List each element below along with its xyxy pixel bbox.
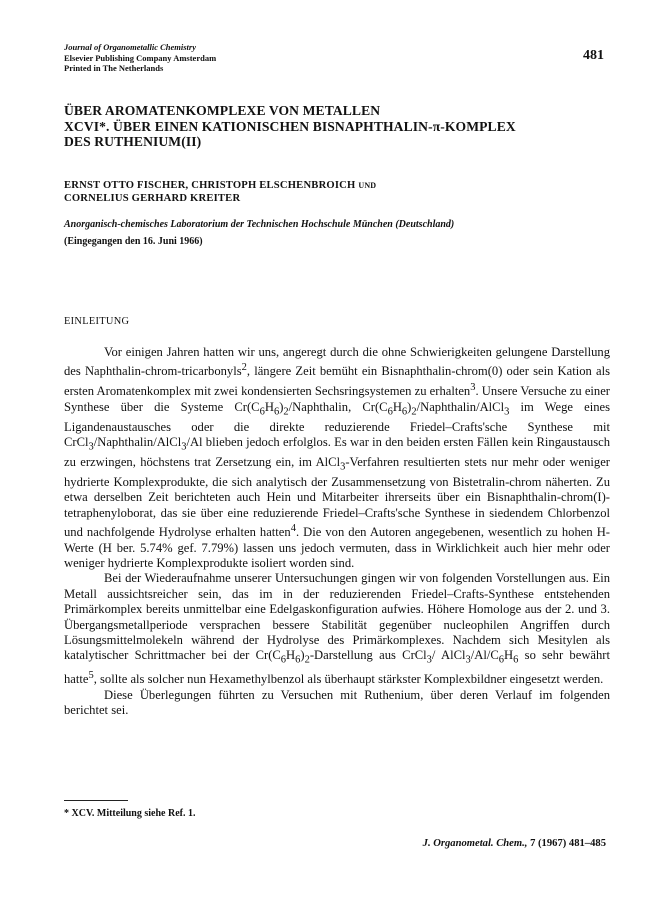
- masthead: [64, 42, 216, 74]
- citation-volume-pages: 7 (1967) 481–485: [530, 838, 606, 849]
- article-title: [64, 103, 624, 150]
- section-heading: EINLEITUNG: [64, 316, 130, 327]
- page-number: 481: [583, 48, 604, 63]
- authors-line-2: CORNELIUS GERHARD KREITER: [64, 192, 241, 204]
- printed-in: Printed in The Netherlands: [64, 63, 164, 73]
- authors-und: UND: [358, 181, 377, 190]
- body-text: [64, 345, 610, 719]
- received-date: (Eingegangen den 16. Juni 1966): [64, 236, 203, 247]
- title-line-2: XCVI*. ÜBER EINEN KATIONISCHEN BISNAPHTHALIN-π-KOMPLEX: [64, 118, 516, 134]
- journal-name: Journal of Organometallic Chemistry: [64, 42, 196, 52]
- authors-names-1: ERNST OTTO FISCHER, CHRISTOPH ELSCHENBROICH: [64, 180, 356, 191]
- author-list: [64, 180, 624, 205]
- journal-citation: [423, 838, 606, 849]
- affiliation: Anorganisch-chemisches Laboratorium der Technischen Hochschule München (Deutschland): [64, 219, 455, 230]
- paragraph-1: Vor einigen Jahren hatten wir uns, angeregt durch die ohne Schwierigkeiten gelungene Darstellung des Naphthalin-chrom-tricarbonyls$^2$, längere Zeit bemüht ein Bisnaphthalin-chrom(0) oder sein Kation als ersten Aromatenkomplex mit zwei kondensierten Sechsringsystemen zu erhalten$^3$. Unsere Versuche zu einer Synthese über die Systeme $Cr(C_6H_6)_2$/Naphthalin, $Cr(C_6H_6)_2/Naphthalin/AlCl_3$ im Wege eines Ligandenaustausches oder die direkte reduzierende Friedel–Crafts'sche Synthese mit CrCl$_3$/Naphthalin/AlCl$_3$/Al blieben jedoch erfolglos. Es war in den beiden ersten Fällen kein Ringaustausch zu erzwingen, höchstens trat Zersetzung ein, im AlCl$_3$-Verfahren resultierten stets nur mehr oder weniger hydrierte Komplexprodukte, die sich analytisch der Zusammensetzung von Bistetralin-chrom näherten. Zu etwa derselben Zeit berichteten auch Hein und Mitarbeiter ihrerseits über ein Bisnaphthalin-chrom(I)-tetraphenyloborat, das sie über eine reduzierende Friedel–Crafts'sche Synthese in siedendem Chlorbenzol und nachfolgende Hydrolyse erhalten hatten$^4$. Die von den Autoren angegebenen, wesentlich zu hohen H-Werte (H ber. 5.74% gef. 7.79%) lassen uns jedoch vermuten, dass in Wirklichkeit auch hier mehr oder weniger hydrierte Komplexprodukte isoliert worden sind.: [64, 345, 610, 570]
- footnote: * XCV. Mitteilung siehe Ref. 1.: [64, 808, 196, 819]
- paragraph-3: Diese Überlegungen führten zu Versuchen mit Ruthenium, über deren Verlauf im folgenden berichtet sei.: [64, 687, 610, 718]
- citation-journal: J. Organometal. Chem.,: [422, 838, 528, 849]
- paragraph-2: Bei der Wiederaufnahme unserer Untersuchungen gingen wir von folgenden Vorstellungen aus. Ein Metall aussichtsreicher sein, das im in der reduzierenden Friedel–Crafts-Synthese entstehenden Primärkomplex bereits unmittelbar eine Edelgaskonfiguration aufwies. Höhere Homologe aus der 2. und 3. Übergangsmetallperiode versprachen bessere Stabilität gegenüber nucleophilen Angriffen durch Lösungsmittelmolekeln während der Hydrolyse des Primärkomplexes. Nachdem sich Mesitylen als katalytischer Schrittmacher bei der $Cr(C_6H_6)_2$-Darstellung aus CrCl$_3$/ $AlCl_3/Al/C_6H_6$ so sehr bewährt hatte$^5$, sollte als solcher nun Hexamethylbenzol als überhaupt stärkster Komplexbildner eingesetzt werden.: [64, 571, 610, 687]
- title-line-3: DES RUTHENIUM(II): [64, 134, 202, 149]
- footnote-rule: [64, 800, 128, 801]
- publisher: Elsevier Publishing Company Amsterdam: [64, 52, 217, 63]
- title-line-1: ÜBER AROMATENKOMPLEXE VON METALLEN: [64, 103, 381, 118]
- authors-line-1: [64, 180, 624, 193]
